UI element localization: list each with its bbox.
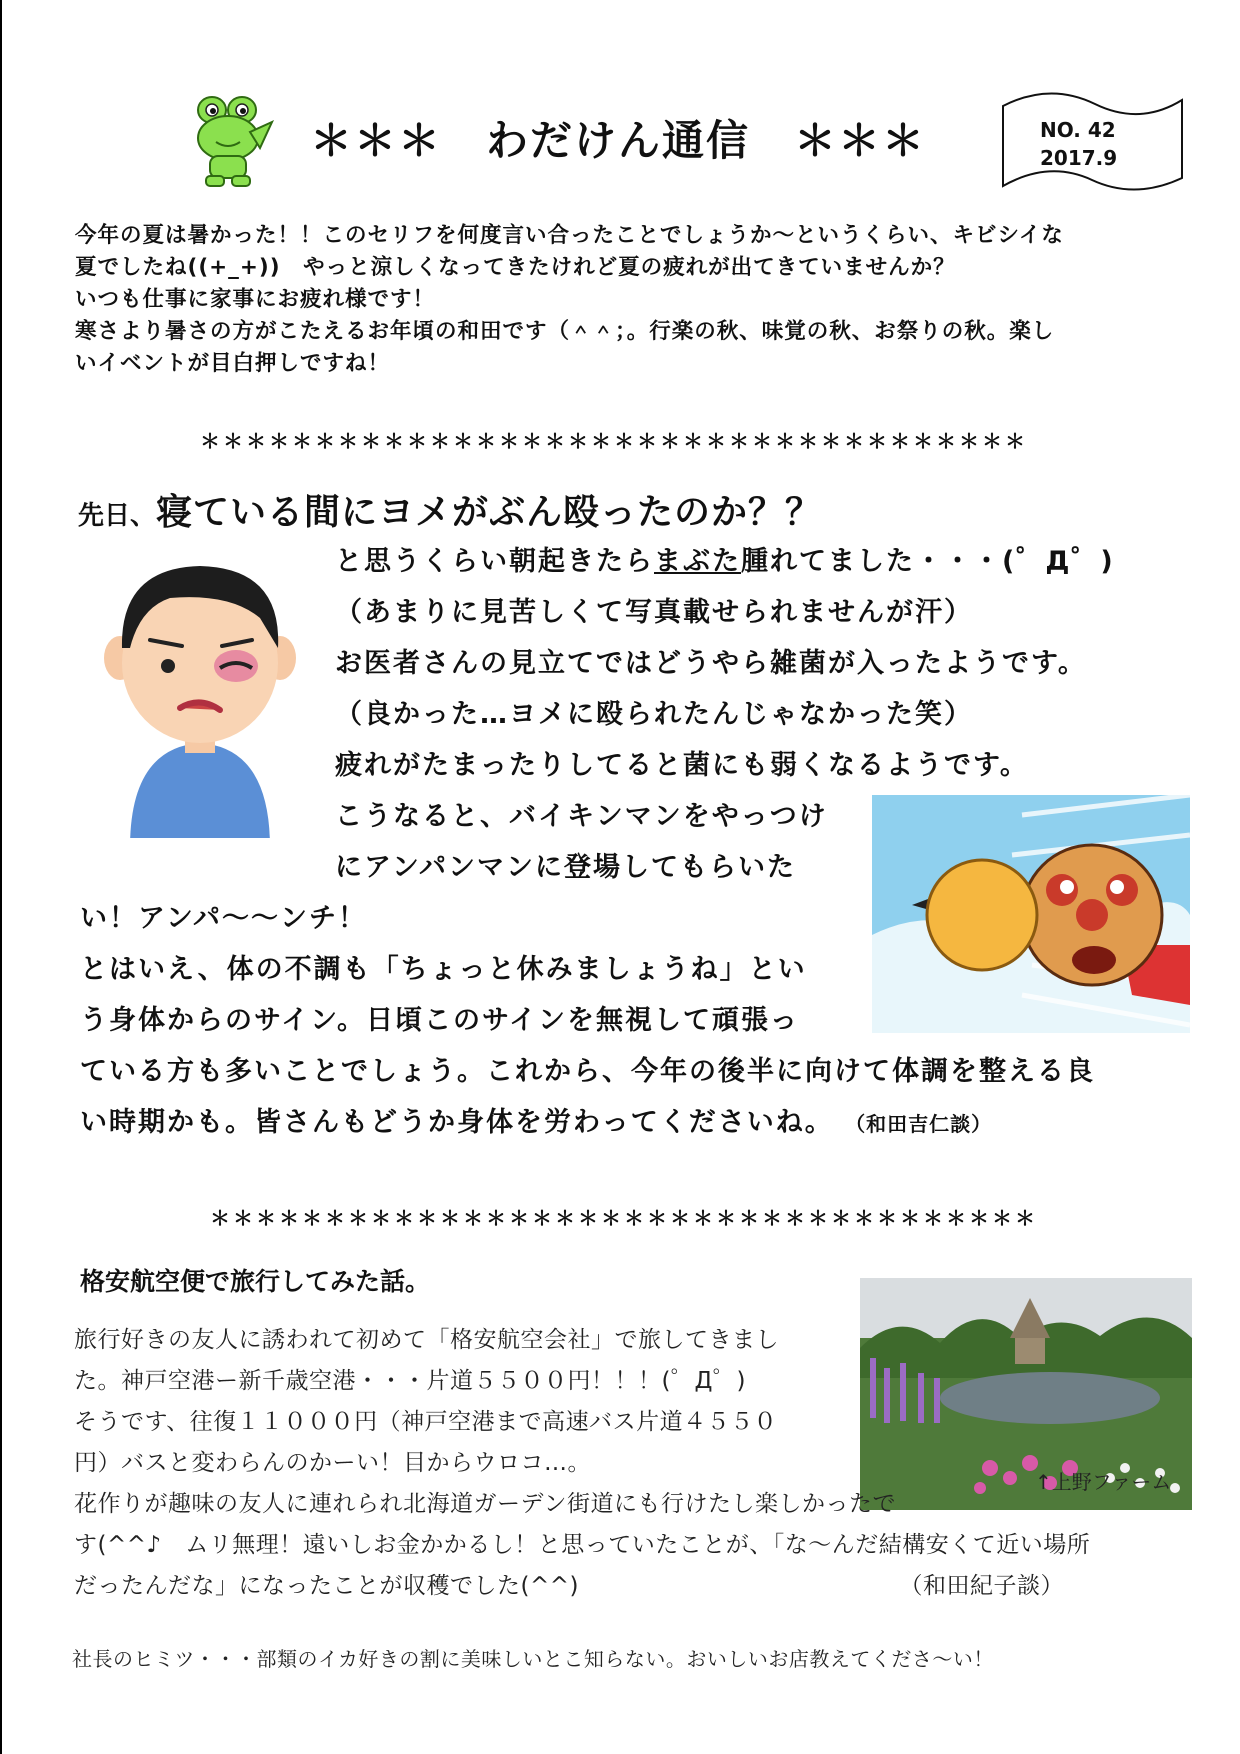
newsletter-title: ＊＊＊ わだけん通信 ＊＊＊ [310,116,927,165]
footer-note: 社長のヒミツ・・・部類のイカ好きの割に美味しいとこ知らない。おいしいお店教えてくださ〜い！ [72,1647,994,1671]
article1-line: （良かった…ヨメに殴られたんじゃなかった笑） [335,699,973,730]
intro-line: いイベントが目白押しですね！ [75,351,391,376]
article1-line: にアンパンマンに登場してもらいた [335,852,797,883]
asterisk-separator: ＊＊＊＊＊＊＊＊＊＊＊＊＊＊＊＊＊＊＊＊＊＊＊＊＊＊＊＊＊＊＊＊＊＊＊＊ [210,1206,1038,1230]
article1-heading-main: 寝ている間にヨメがぶん殴ったのか？？ [156,492,823,533]
issue-number: NO. 42 [1040,118,1116,142]
article1-line: 疲れがたまったりしてると菌にも弱くなるようです。 [335,750,1029,781]
article1-text-full [80,893,1190,1097]
article1-line: い！アンパ〜〜ンチ！ [80,903,368,934]
article2-heading: 格安航空便で旅行してみた話。 [80,1267,431,1296]
article2-text-wide [74,1484,1194,1607]
article1-line [335,536,1155,587]
article1-line: （あまりに見苦しくて写真載せられませんが汗） [335,597,973,628]
issue-info [1040,116,1170,172]
article2-line: 円）バスと変わらんのかーい！目からウロコ…。 [74,1450,591,1476]
article1-line1-underlined: まぶた [654,546,741,577]
article2-last-row [74,1566,1064,1607]
article1-line: い時期かも。皆さんもどうか身体を労わってくださいね。 [80,1107,834,1138]
article1-line1-end: 腫れてました・・・(゜Д゜) [741,546,1115,577]
intro-line: 寒さより暑さの方がこたえるお年頃の和田です（＾＾；。行楽の秋、味覚の秋、お祭りの秋。楽し [75,319,1055,344]
photo-caption: ↑上野ファーム [1035,1470,1172,1494]
article1-line: う身体からのサイン。日頃このサインを無視して頑張っ [80,1005,800,1036]
issue-date: 2017.9 [1040,146,1118,170]
article1-line: ている方も多いことでしょう。これから、今年の後半に向けて体調を整える良 [80,1056,1095,1087]
intro-line: いつも仕事に家事にお疲れ様です！ [75,287,436,312]
article1-heading-prefix: 先日、 [78,501,157,531]
article2-text-narrow [74,1320,854,1484]
article1-line: とはいえ、体の不調も「ちょっと休みましょうね」とい [80,954,807,985]
article1-line: お医者さんの見立てではどうやら雑菌が入ったようです。 [335,648,1087,679]
intro-line: 夏でしたね((+_+)) やっと涼しくなってきたけれど夏の疲れが出てきていませんか？ [75,255,956,280]
asterisk-separator: ＊＊＊＊＊＊＊＊＊＊＊＊＊＊＊＊＊＊＊＊＊＊＊＊＊＊＊＊＊＊＊＊＊＊＊＊ [200,429,1028,453]
article1-line1-start: と思うくらい朝起きたら [335,546,654,577]
article2-line: 花作りが趣味の友人に連れられ北海道ガーデン街道にも行けたし楽しかったで [74,1491,897,1517]
article2-line: 旅行好きの友人に誘われて初めて「格安航空会社」で旅してきまし [74,1327,779,1353]
article1-text-right [335,536,1155,791]
article2-line: そうです、往復１１０００円（神戸空港まで高速バス片道４５５０ [74,1409,778,1435]
frog-mascot-icon [190,92,276,192]
article2-line: す(^^♪ ムリ無理！遠いしお金かかるし！と思っていたことが、「な〜んだ結構安くて近い場所 [74,1532,1091,1558]
article2-line: だったんだな」になったことが収穫でした(^^) [74,1573,579,1599]
intro-paragraph [75,220,1185,380]
article1-author: （和田吉仁談） [845,1112,993,1136]
article2-author: （和田紀子談） [899,1573,1064,1599]
article1-text-narrow [335,791,875,893]
article1-line: こうなると、バイキンマンをやっつけ [335,801,828,832]
page-left-border [0,0,2,1754]
article1-last-line [80,1097,1190,1150]
swollen-eye-man-illustration [100,548,300,838]
intro-line: 今年の夏は暑かった！！このセリフを何度言い合ったことでしょうか〜というくらい、キビシイな [75,223,1064,248]
article2-line: た。神戸空港ー新千歳空港・・・片道５５００円！！！(゜Д゜) [74,1368,746,1394]
article1-heading [78,484,822,535]
